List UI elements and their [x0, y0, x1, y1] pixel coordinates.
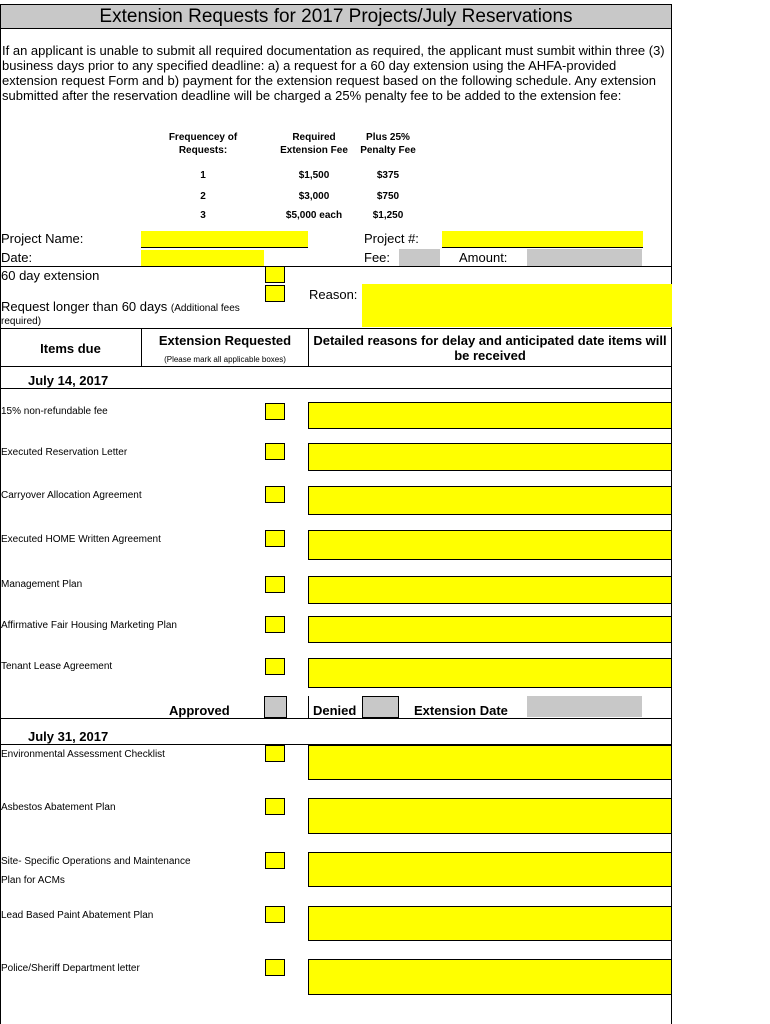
fee-label: Fee: — [364, 250, 391, 265]
item-checkbox[interactable] — [265, 616, 285, 633]
item-label: Asbestos Abatement Plan — [1, 802, 116, 813]
project-name-label: Project Name: — [1, 231, 84, 246]
item-label: Lead Based Paint Abatement Plan — [1, 910, 154, 921]
sixty-day-checkbox[interactable] — [265, 266, 285, 283]
fee-row1-penalty: $375 — [376, 170, 400, 181]
divider — [0, 366, 672, 367]
fee-row1-fee: $1,500 — [298, 170, 330, 181]
longer-label-line — [1, 299, 240, 314]
item-reason-input[interactable] — [308, 745, 672, 780]
item-reason-input[interactable] — [308, 906, 672, 941]
item-label: Tenant Lease Agreement — [1, 661, 113, 672]
item-reason-input[interactable] — [308, 959, 672, 995]
fee-header-required: Required Extension Fee — [280, 132, 348, 156]
fee-row3-penalty: $1,250 — [372, 210, 404, 221]
fee-row2-penalty: $750 — [376, 191, 400, 202]
item-checkbox[interactable] — [265, 530, 285, 547]
fee-row2-frequency: 2 — [200, 191, 206, 202]
item-checkbox[interactable] — [265, 403, 285, 420]
approved-checkbox[interactable] — [264, 696, 287, 718]
divider — [0, 718, 672, 719]
item-reason-input[interactable] — [308, 486, 672, 515]
item-label: Affirmative Fair Housing Marketing Plan — [1, 620, 177, 631]
divider — [0, 388, 672, 389]
item-label: Environmental Assessment Checklist — [1, 749, 165, 760]
longer-note: (Additional fees — [170, 303, 240, 314]
item-reason-input[interactable] — [308, 576, 672, 604]
item-checkbox[interactable] — [265, 486, 285, 503]
fee-header-frequency: Frequencey of Requests: — [168, 132, 238, 156]
item-label: Police/Sheriff Department letter — [1, 963, 140, 974]
extension-date-label: Extension Date — [414, 703, 508, 718]
items-due-header: Items due — [40, 341, 101, 356]
item-label: 15% non-refundable fee — [1, 406, 108, 417]
longer-checkbox[interactable] — [265, 285, 285, 302]
item-label: Site- Specific Operations and Maintenance — [1, 856, 191, 867]
fee-row2-fee: $3,000 — [298, 191, 330, 202]
item-label: Executed HOME Written Agreement — [1, 534, 161, 545]
section1-date: July 14, 2017 — [28, 373, 109, 388]
item-reason-input[interactable] — [308, 530, 672, 560]
fee-header-penalty: Plus 25% Penalty Fee — [360, 132, 416, 156]
item-label: Management Plan — [1, 579, 83, 590]
amount-label: Amount: — [459, 250, 508, 265]
longer-note-2: required) — [1, 316, 42, 327]
extension-requested-note: (Please mark all applicable boxes) — [164, 355, 286, 364]
reason-label: Reason: — [309, 287, 358, 302]
fee-row3-frequency: 3 — [200, 210, 206, 221]
item-reason-input[interactable] — [308, 443, 672, 471]
amount-input[interactable] — [527, 249, 642, 266]
section2-date: July 31, 2017 — [28, 729, 109, 744]
item-reason-input[interactable] — [308, 658, 672, 688]
date-label: Date: — [1, 250, 33, 265]
project-name-input[interactable] — [141, 231, 308, 248]
date-input[interactable] — [141, 250, 264, 266]
denied-label: Denied — [313, 703, 357, 718]
fee-row3-fee: $5,000 each — [285, 210, 343, 221]
fee-input[interactable] — [399, 249, 440, 266]
item-reason-input[interactable] — [308, 616, 672, 643]
reason-input[interactable] — [362, 284, 672, 327]
item-reason-input[interactable] — [308, 852, 672, 887]
extension-date-input[interactable] — [527, 696, 642, 717]
project-number-input[interactable] — [442, 231, 643, 247]
fee-row1-frequency: 1 — [200, 170, 206, 181]
item-checkbox[interactable] — [265, 798, 285, 815]
item-checkbox[interactable] — [265, 658, 285, 675]
item-checkbox[interactable] — [265, 576, 285, 593]
item-checkbox[interactable] — [265, 906, 285, 923]
item-reason-input[interactable] — [308, 402, 672, 429]
item-label: Plan for ACMs — [1, 875, 65, 886]
approved-label: Approved — [169, 703, 230, 718]
divider — [0, 266, 672, 267]
denied-checkbox[interactable] — [362, 696, 399, 718]
longer-label: Request longer than 60 days — [1, 299, 168, 314]
item-checkbox[interactable] — [265, 745, 285, 762]
divider — [0, 328, 672, 329]
column-divider — [308, 696, 309, 718]
item-checkbox[interactable] — [265, 959, 285, 976]
extension-requested-header: Extension Requested — [158, 333, 292, 348]
item-checkbox[interactable] — [265, 852, 285, 869]
reasons-header: Detailed reasons for delay and anticipated date items will be received — [313, 333, 667, 363]
intro-paragraph: If an applicant is unable to submit all required documentation as required, the applicant must sumbit within three (3) business days prior to any specified deadline: a) a request for a 60 day extension using the AHFA-provided extension request Form and b) payment for the extension request based on the following schedule. Any extension submitted after the reservation deadline will be charged a 25% penalty fee to be added to the extension fee: — [2, 43, 665, 103]
item-reason-input[interactable] — [308, 798, 672, 834]
project-number-underline — [442, 247, 643, 248]
item-label: Executed Reservation Letter — [1, 447, 128, 458]
project-number-label: Project #: — [364, 231, 419, 246]
sixty-day-label: 60 day extension — [1, 268, 100, 283]
item-label: Carryover Allocation Agreement — [1, 490, 142, 501]
item-checkbox[interactable] — [265, 443, 285, 460]
page-title: Extension Requests for 2017 Projects/July Reservations — [0, 4, 672, 29]
